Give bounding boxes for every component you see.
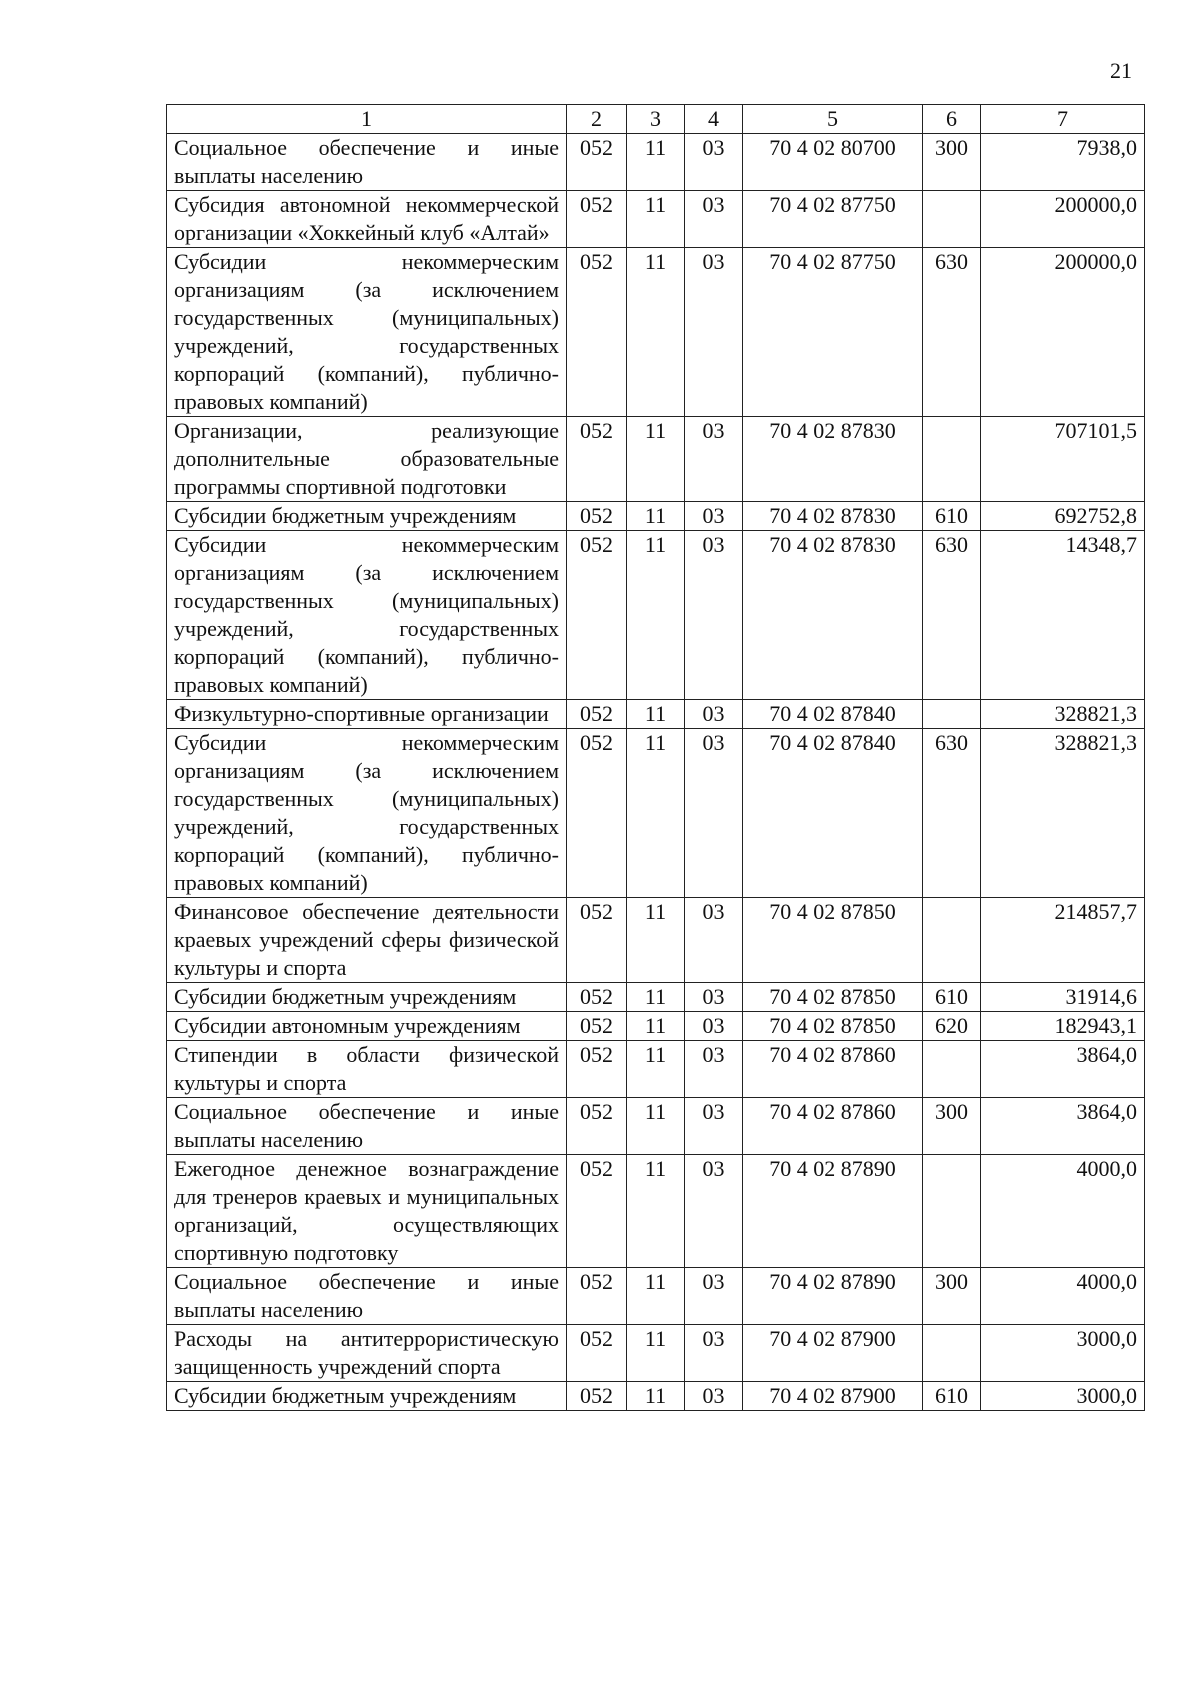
row-expense-type: 300 — [923, 134, 981, 191]
row-admin-code: 052 — [567, 191, 627, 248]
row-subsection: 03 — [685, 1041, 743, 1098]
row-admin-code: 052 — [567, 248, 627, 417]
row-amount: 4000,0 — [981, 1268, 1145, 1325]
row-section: 11 — [627, 898, 685, 983]
row-description: Организации, реализующие дополнительные образовательные программы спортивной подготовки — [167, 417, 567, 502]
row-section: 11 — [627, 983, 685, 1012]
row-expense-type: 300 — [923, 1268, 981, 1325]
row-section: 11 — [627, 134, 685, 191]
row-section: 11 — [627, 1098, 685, 1155]
table-row — [167, 191, 1145, 248]
column-header: 1 — [167, 105, 567, 134]
row-amount: 328821,3 — [981, 700, 1145, 729]
row-expense-type — [923, 417, 981, 502]
row-target-article: 70 4 02 80700 — [743, 134, 923, 191]
row-description: Субсидии бюджетным учреждениям — [167, 502, 567, 531]
row-section: 11 — [627, 1268, 685, 1325]
table-row — [167, 1325, 1145, 1382]
column-header: 2 — [567, 105, 627, 134]
table-row — [167, 531, 1145, 700]
row-target-article: 70 4 02 87840 — [743, 729, 923, 898]
row-expense-type: 630 — [923, 531, 981, 700]
row-section: 11 — [627, 1041, 685, 1098]
row-amount: 214857,7 — [981, 898, 1145, 983]
table-row — [167, 898, 1145, 983]
row-admin-code: 052 — [567, 729, 627, 898]
row-admin-code: 052 — [567, 1382, 627, 1411]
row-section: 11 — [627, 700, 685, 729]
row-subsection: 03 — [685, 1382, 743, 1411]
table-row — [167, 134, 1145, 191]
table-row — [167, 1041, 1145, 1098]
row-description: Финансовое обеспечение деятельности краевых учреждений сферы физической культуры и спорта — [167, 898, 567, 983]
row-admin-code: 052 — [567, 1325, 627, 1382]
row-description: Социальное обеспечение и иные выплаты населению — [167, 1268, 567, 1325]
row-amount: 31914,6 — [981, 983, 1145, 1012]
row-target-article: 70 4 02 87750 — [743, 191, 923, 248]
row-target-article: 70 4 02 87840 — [743, 700, 923, 729]
row-section: 11 — [627, 1382, 685, 1411]
row-description: Субсидия автономной некоммерческой организации «Хоккейный клуб «Алтай» — [167, 191, 567, 248]
table-row — [167, 1012, 1145, 1041]
row-target-article: 70 4 02 87890 — [743, 1155, 923, 1268]
row-subsection: 03 — [685, 1012, 743, 1041]
row-description: Субсидии автономным учреждениям — [167, 1012, 567, 1041]
row-description: Субсидии некоммерческим организациям (за исключением государственных (муниципальных) учреждений, государственных корпораций (компаний), публично-правовых компаний) — [167, 729, 567, 898]
column-header: 6 — [923, 105, 981, 134]
row-admin-code: 052 — [567, 1098, 627, 1155]
table-row — [167, 1382, 1145, 1411]
table-row — [167, 1268, 1145, 1325]
row-description: Социальное обеспечение и иные выплаты населению — [167, 134, 567, 191]
row-section: 11 — [627, 191, 685, 248]
column-header: 4 — [685, 105, 743, 134]
row-section: 11 — [627, 417, 685, 502]
row-expense-type — [923, 898, 981, 983]
row-section: 11 — [627, 1155, 685, 1268]
row-target-article: 70 4 02 87850 — [743, 983, 923, 1012]
row-admin-code: 052 — [567, 1268, 627, 1325]
row-subsection: 03 — [685, 531, 743, 700]
row-amount: 7938,0 — [981, 134, 1145, 191]
row-expense-type: 630 — [923, 729, 981, 898]
row-expense-type: 630 — [923, 248, 981, 417]
column-header: 3 — [627, 105, 685, 134]
row-target-article: 70 4 02 87750 — [743, 248, 923, 417]
table-row — [167, 248, 1145, 417]
row-amount: 3000,0 — [981, 1382, 1145, 1411]
table-row — [167, 983, 1145, 1012]
table-row — [167, 417, 1145, 502]
row-target-article: 70 4 02 87900 — [743, 1382, 923, 1411]
row-description: Субсидии некоммерческим организациям (за исключением государственных (муниципальных) учреждений, государственных корпораций (компаний), публично-правовых компаний) — [167, 248, 567, 417]
table-row — [167, 1155, 1145, 1268]
row-description: Физкультурно-спортивные организации — [167, 700, 567, 729]
row-admin-code: 052 — [567, 983, 627, 1012]
row-subsection: 03 — [685, 1155, 743, 1268]
column-header: 5 — [743, 105, 923, 134]
row-admin-code: 052 — [567, 134, 627, 191]
row-expense-type: 610 — [923, 983, 981, 1012]
row-description: Социальное обеспечение и иные выплаты населению — [167, 1098, 567, 1155]
row-target-article: 70 4 02 87860 — [743, 1098, 923, 1155]
table-row — [167, 502, 1145, 531]
row-expense-type: 620 — [923, 1012, 981, 1041]
row-section: 11 — [627, 1012, 685, 1041]
row-target-article: 70 4 02 87900 — [743, 1325, 923, 1382]
row-description: Субсидии бюджетным учреждениям — [167, 983, 567, 1012]
row-subsection: 03 — [685, 191, 743, 248]
row-subsection: 03 — [685, 1268, 743, 1325]
row-subsection: 03 — [685, 898, 743, 983]
row-section: 11 — [627, 1325, 685, 1382]
row-expense-type: 610 — [923, 1382, 981, 1411]
row-amount: 200000,0 — [981, 248, 1145, 417]
row-subsection: 03 — [685, 1098, 743, 1155]
row-section: 11 — [627, 502, 685, 531]
column-header: 7 — [981, 105, 1145, 134]
table-row — [167, 729, 1145, 898]
budget-table — [166, 104, 1145, 1411]
row-amount: 328821,3 — [981, 729, 1145, 898]
row-admin-code: 052 — [567, 531, 627, 700]
row-target-article: 70 4 02 87850 — [743, 1012, 923, 1041]
row-expense-type — [923, 700, 981, 729]
row-amount: 692752,8 — [981, 502, 1145, 531]
row-section: 11 — [627, 729, 685, 898]
header-row — [167, 105, 1145, 134]
table-row — [167, 1098, 1145, 1155]
row-target-article: 70 4 02 87830 — [743, 417, 923, 502]
row-expense-type: 610 — [923, 502, 981, 531]
row-subsection: 03 — [685, 248, 743, 417]
row-expense-type: 300 — [923, 1098, 981, 1155]
row-admin-code: 052 — [567, 1012, 627, 1041]
row-description: Расходы на антитеррористическую защищенность учреждений спорта — [167, 1325, 567, 1382]
row-expense-type — [923, 1155, 981, 1268]
row-subsection: 03 — [685, 700, 743, 729]
row-admin-code: 052 — [567, 502, 627, 531]
row-target-article: 70 4 02 87830 — [743, 531, 923, 700]
row-subsection: 03 — [685, 983, 743, 1012]
row-section: 11 — [627, 531, 685, 700]
row-subsection: 03 — [685, 417, 743, 502]
row-admin-code: 052 — [567, 898, 627, 983]
row-amount: 182943,1 — [981, 1012, 1145, 1041]
row-subsection: 03 — [685, 1325, 743, 1382]
row-description: Ежегодное денежное вознаграждение для тренеров краевых и муниципальных организаций, осуществляющих спортивную подготовку — [167, 1155, 567, 1268]
row-subsection: 03 — [685, 729, 743, 898]
row-amount: 14348,7 — [981, 531, 1145, 700]
table-row — [167, 700, 1145, 729]
row-admin-code: 052 — [567, 1155, 627, 1268]
row-expense-type — [923, 1041, 981, 1098]
row-target-article: 70 4 02 87830 — [743, 502, 923, 531]
row-amount: 3864,0 — [981, 1041, 1145, 1098]
row-admin-code: 052 — [567, 1041, 627, 1098]
row-description: Субсидии бюджетным учреждениям — [167, 1382, 567, 1411]
row-expense-type — [923, 191, 981, 248]
row-target-article: 70 4 02 87850 — [743, 898, 923, 983]
row-expense-type — [923, 1325, 981, 1382]
row-target-article: 70 4 02 87890 — [743, 1268, 923, 1325]
row-amount: 3000,0 — [981, 1325, 1145, 1382]
row-description: Субсидии некоммерческим организациям (за исключением государственных (муниципальных) учреждений, государственных корпораций (компаний), публично-правовых компаний) — [167, 531, 567, 700]
row-admin-code: 052 — [567, 700, 627, 729]
row-admin-code: 052 — [567, 417, 627, 502]
row-section: 11 — [627, 248, 685, 417]
row-amount: 200000,0 — [981, 191, 1145, 248]
row-subsection: 03 — [685, 134, 743, 191]
row-target-article: 70 4 02 87860 — [743, 1041, 923, 1098]
page-number: 21 — [1110, 58, 1132, 83]
row-amount: 707101,5 — [981, 417, 1145, 502]
row-amount: 3864,0 — [981, 1098, 1145, 1155]
row-amount: 4000,0 — [981, 1155, 1145, 1268]
row-subsection: 03 — [685, 502, 743, 531]
row-description: Стипендии в области физической культуры и спорта — [167, 1041, 567, 1098]
